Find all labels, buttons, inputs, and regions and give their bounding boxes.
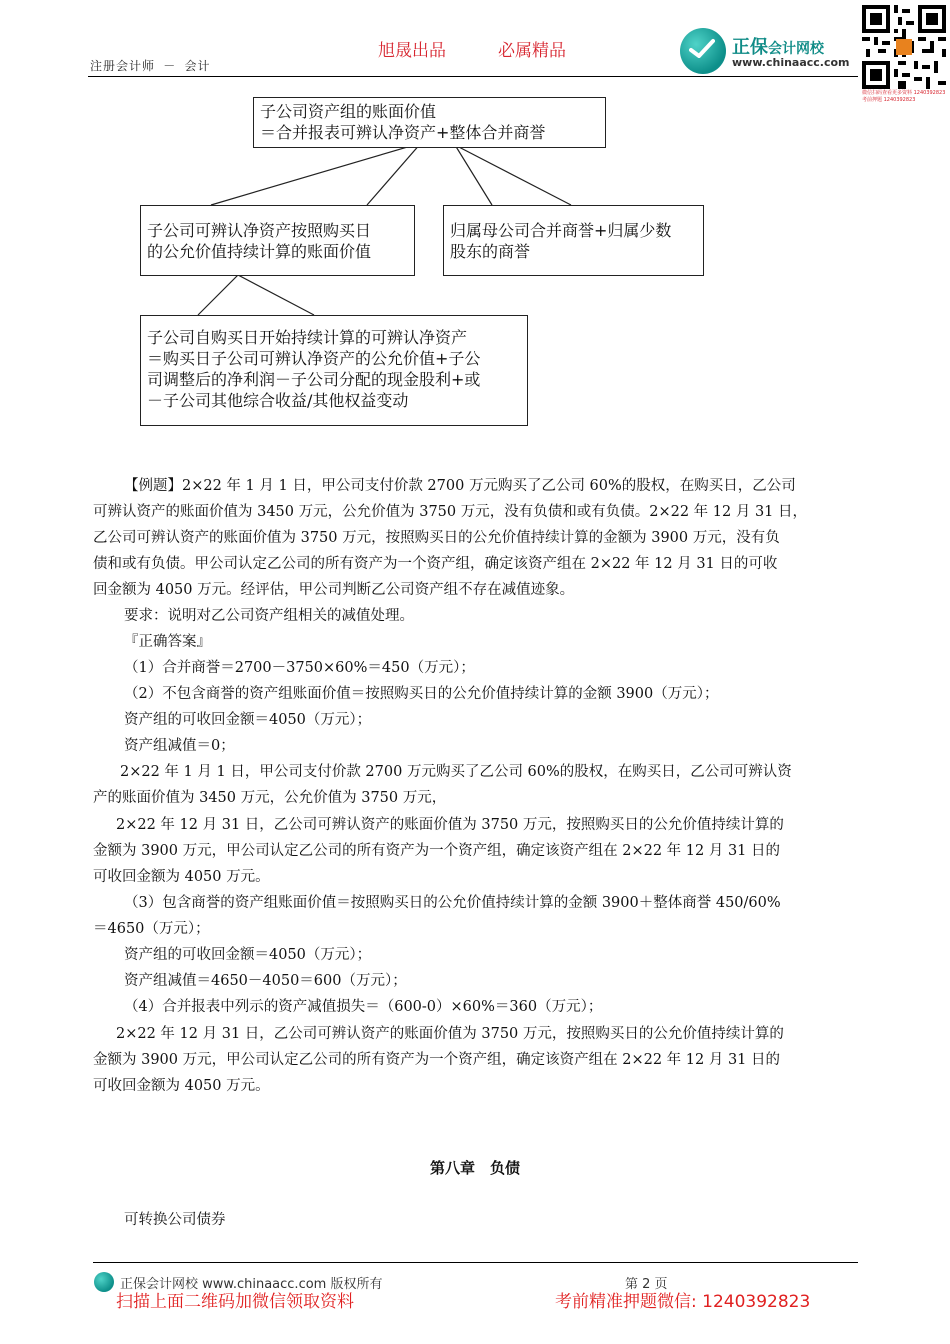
diagram-box-line: 子公司资产组的账面价值: [260, 102, 437, 121]
diagram-box-goodwill: [443, 205, 704, 276]
body-line: 『正确答案』: [124, 634, 211, 650]
diagram-box-line: －子公司其他综合收益/其他权益变动: [147, 391, 409, 410]
footer-logo-icon: [94, 1272, 114, 1292]
diagram-box-continuing-net-assets: [140, 315, 528, 426]
promo-wechat: 考前精准押题微信: 1240392823: [555, 1292, 811, 1312]
body-line: ＝4650（万元）；: [93, 921, 210, 937]
diagram-box-line: 司调整后的净利润－子公司分配的现金股利+或: [147, 370, 481, 389]
body-line: 金额为 3900 万元，甲公司认定乙公司的所有资产为一个资产组，确定该资产组在 2×22 年 12 月 31 日的: [93, 1052, 780, 1068]
body-line: 资产组减值＝0；: [124, 738, 235, 754]
body-line: 【例题】2×22 年 1 月 1 日，甲公司支付价款 2700 万元购买了乙公司 60%的股权，在购买日，乙公司: [124, 478, 796, 494]
diagram-box-line: 子公司自购买日开始持续计算的可辨认净资产: [147, 328, 468, 347]
body-line: 资产组的可收回金额＝4050（万元）；: [124, 712, 372, 728]
diagram-box-line: ＝购买日子公司可辨认净资产的公允价值+子公: [147, 349, 481, 368]
logo-suffix: 会计网校: [768, 41, 824, 57]
body-line: 资产组减值＝4650－4050＝600（万元）；: [124, 973, 407, 989]
body-line: 可收回金额为 4050 万元。: [93, 1078, 270, 1094]
body-line: 资产组的可收回金额＝4050（万元）；: [124, 947, 372, 963]
footer-divider: [93, 1262, 858, 1263]
diagram-box-line: 的公允价值持续计算的账面价值: [147, 242, 372, 261]
body-line: （1）合并商誉＝2700－3750×60%＝450（万元）；: [124, 660, 475, 676]
body-line: 2×22 年 12 月 31 日，乙公司可辨认资产的账面价值为 3750 万元，按照购买日的公允价值持续计算的: [116, 1026, 784, 1042]
body-line: 金额为 3900 万元，甲公司认定乙公司的所有资产为一个资产组，确定该资产组在 2×22 年 12 月 31 日的: [93, 843, 780, 859]
body-line: 乙公司可辨认资产的账面价值为 3750 万元，按照购买日的公允价值持续计算的金额为 3900 万元，没有负: [93, 530, 780, 546]
logo-url: www.chinaacc.com: [732, 56, 850, 69]
body-line: 可收回金额为 4050 万元。: [93, 869, 270, 885]
body-line: 2×22 年 12 月 31 日，乙公司可辨认资产的账面价值为 3750 万元，按照购买日的公允价值持续计算的: [116, 817, 784, 833]
diagram-box-line: 股东的商誉: [450, 242, 531, 261]
body-line: 债和或有负债。甲公司认定乙公司的所有资产为一个资产组，确定该资产组在 2×22 年 12 月 31 日的可收: [93, 556, 778, 572]
diagram-box-net-assets: [140, 205, 415, 276]
body-line: 可辨认资产的账面价值为 3450 万元，公允价值为 3750 万元，没有负债和或有负债。2×22 年 12 月 31 日，: [93, 504, 808, 520]
body-line: 产的账面价值为 3450 万元，公允价值为 3750 万元，: [93, 790, 447, 806]
promo-scan-qr: 扫描上面二维码加微信领取资料: [116, 1292, 354, 1312]
footer-copyright: 正保会计网校 www.chinaacc.com 版权所有: [120, 1277, 383, 1292]
body-line: （2）不包含商誉的资产组账面价值＝按照购买日的公允价值持续计算的金额 3900（万元）；: [124, 686, 719, 702]
diagram-box-group-carrying-value: [253, 97, 606, 148]
header-slogan-right: 必属精品: [498, 41, 566, 61]
qr-caption: 微信扫码查看更多资料 1240392823 考前押题 1240392823: [862, 90, 946, 103]
diagram-box-line: 子公司可辨认净资产按照购买日: [147, 221, 372, 240]
page-number: 第 2 页: [625, 1277, 668, 1292]
body-line: 要求：说明对乙公司资产组相关的减值处理。: [124, 608, 414, 624]
body-line: 2×22 年 1 月 1 日，甲公司支付价款 2700 万元购买了乙公司 60%的股权，在购买日，乙公司可辨认资: [120, 764, 792, 780]
chapter-heading: 第八章 负债: [429, 1159, 520, 1177]
logo-name: 正保: [732, 37, 768, 58]
header-slogan-left: 旭晟出品: [378, 41, 446, 61]
diagram-box-line: ＝合并报表可辨认净资产+整体合并商誉: [260, 123, 546, 142]
topic-heading: 可转换公司债券: [124, 1212, 226, 1228]
body-line: 回金额为 4050 万元。经评估，甲公司判断乙公司资产组不存在减值迹象。: [93, 582, 575, 598]
body-line: （4）合并报表中列示的资产减值损失＝（600-0）×60%＝360（万元）；: [124, 999, 603, 1015]
body-line: （3）包含商誉的资产组账面价值＝按照购买日的公允价值持续计算的金额 3900＋整体商誉 450/60%: [124, 895, 781, 911]
subject-title: 注册会计师 － 会计: [90, 59, 211, 73]
diagram-box-line: 归属母公司合并商誉+归属少数: [450, 221, 672, 240]
